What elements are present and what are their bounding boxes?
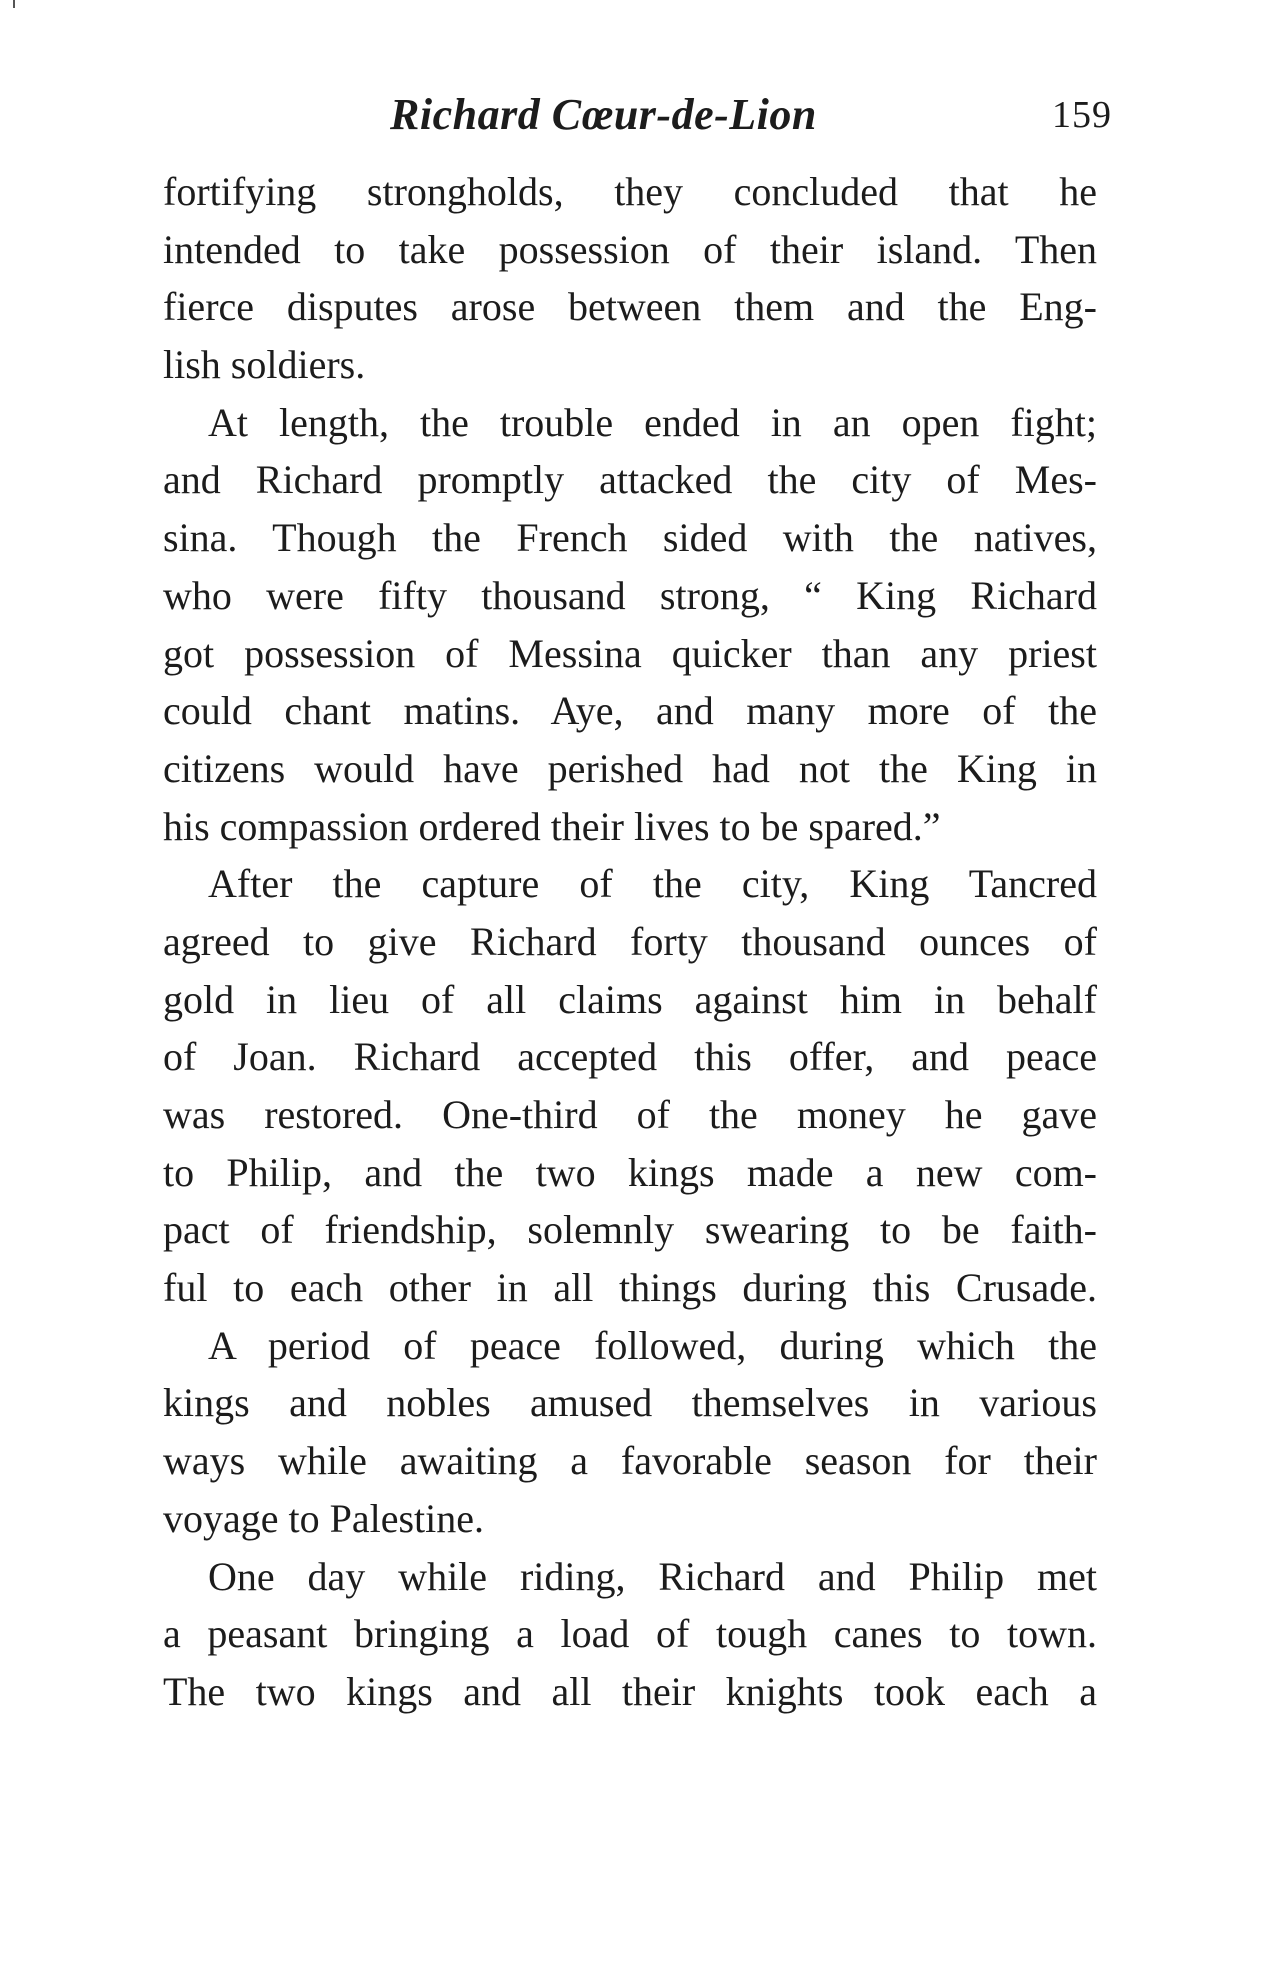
text-line: gold in lieu of all claims against him in behalf <box>163 976 1097 1022</box>
text-line: fierce disputes arose between them and the Eng- <box>163 284 1097 330</box>
text-line: fortifying strongholds, they concluded that he <box>163 169 1097 214</box>
text-line: citizens would have perished had not the King in <box>163 745 1097 791</box>
body-text <box>163 163 1097 1721</box>
text-line: to Philip, and the two kings made a new com- <box>163 1149 1097 1195</box>
text-line: agreed to give Richard forty thousand ounces of <box>163 918 1097 964</box>
text-line: A period of peace followed, during which the <box>208 1322 1097 1368</box>
paragraph <box>163 855 1097 1317</box>
paragraph <box>163 1317 1097 1548</box>
paragraph <box>163 1548 1097 1721</box>
text-line: lish soldiers. <box>163 342 366 388</box>
scan-edge-mark <box>13 0 15 8</box>
text-line: At length, the trouble ended in an open fight; <box>208 399 1097 445</box>
text-line: of Joan. Richard accepted this offer, and peace <box>163 1034 1097 1080</box>
text-line: After the capture of the city, King Tancred <box>208 861 1097 907</box>
paragraph <box>163 163 1097 394</box>
page-number: 159 <box>1052 94 1112 136</box>
text-line: got possession of Messina quicker than any priest <box>163 630 1097 676</box>
text-line: pact of friendship, solemnly swearing to be faith- <box>163 1207 1097 1253</box>
text-line: a peasant bringing a load of tough canes to town. <box>163 1611 1097 1657</box>
text-line: sina. Though the French sided with the natives, <box>163 515 1097 561</box>
text-line: was restored. One-third of the money he gave <box>163 1092 1097 1137</box>
paragraph <box>163 394 1097 856</box>
text-line: and Richard promptly attacked the city of Mes- <box>163 457 1097 503</box>
text-line: ful to each other in all things during this Crusade. <box>163 1265 1097 1311</box>
text-line: The two kings and all their knights took each a <box>163 1668 1097 1714</box>
text-line: his compassion ordered their lives to be spared.” <box>163 803 941 849</box>
text-line: could chant matins. Aye, and many more of the <box>163 688 1097 734</box>
text-line: One day while riding, Richard and Philip met <box>208 1553 1097 1599</box>
text-line: intended to take possession of their island. Then <box>163 226 1097 272</box>
text-line: voyage to Palestine. <box>163 1495 485 1541</box>
running-head <box>160 80 1112 150</box>
text-line: ways while awaiting a favorable season for their <box>163 1438 1097 1484</box>
text-line: kings and nobles amused themselves in various <box>163 1380 1097 1426</box>
text-line: who were fifty thousand strong, “ King Richard <box>163 572 1097 618</box>
running-title: Richard Cœur-de-Lion <box>390 90 817 139</box>
